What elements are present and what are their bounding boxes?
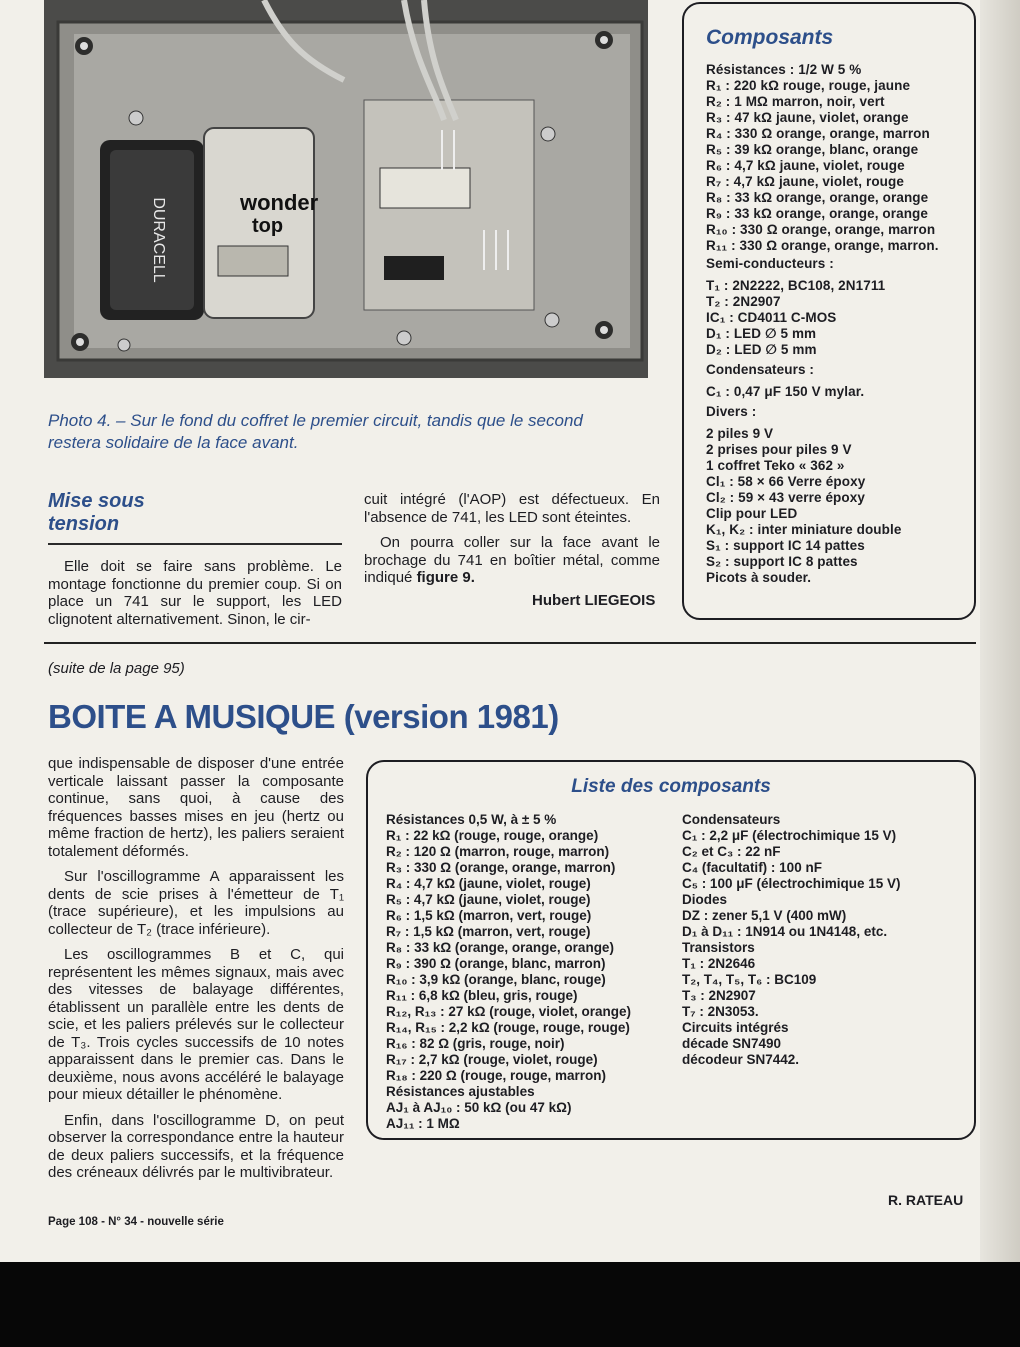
parts-list-line: T₂, T₄, T₅, T₆ : BC109 <box>682 972 817 987</box>
component-line: R₈ : 33 kΩ orange, orange, orange <box>706 190 929 205</box>
parts-list-line: Résistances 0,5 W, à ± 5 % <box>386 812 557 827</box>
parts-list-left-column <box>386 812 631 1132</box>
component-line: Cl₂ : 59 × 43 verre époxy <box>706 490 865 505</box>
parts-list-line: R₆ : 1,5 kΩ (marron, vert, rouge) <box>386 908 592 923</box>
component-line: 2 prises pour piles 9 V <box>706 442 852 457</box>
article-title: BOITE A MUSIQUE (version 1981) <box>48 698 559 735</box>
parts-list-line: DZ : zener 5,1 V (400 mW) <box>682 908 847 923</box>
components-capacitors <box>706 384 974 400</box>
component-line: Résistances : 1/2 W 5 % <box>706 62 862 77</box>
article-paragraph: que indispensable de disposer d'une entrée verticale laissant passer la composante continue, sans quoi, à cause des fréquences basses mises en jeu (hertz ou même fraction de hertz), les paliers seraient totalement déformés. <box>48 755 344 860</box>
photo-caption: Photo 4. – Sur le fond du coffret le premier circuit, tandis que le second restera solidaire de la face avant. <box>48 411 583 452</box>
section-paragraph-continued: cuit intégré (l'AOP) est défectueux. En l'absence de 741, les LED sont éteintes. <box>364 491 660 526</box>
parts-list-line: D₁ à D₁₁ : 1N914 ou 1N4148, etc. <box>682 924 888 939</box>
parts-list-line: R₁₆ : 82 Ω (gris, rouge, noir) <box>386 1036 565 1051</box>
component-line: D₂ : LED ∅ 5 mm <box>706 342 817 357</box>
parts-list-line: R₈ : 33 kΩ (orange, orange, orange) <box>386 940 614 955</box>
battery-top-label: top <box>252 215 284 237</box>
parts-list-line: Circuits intégrés <box>682 1020 789 1035</box>
section-title: Mise sous tension <box>48 490 145 535</box>
components-box <box>682 2 976 620</box>
article-paragraph: Les oscillogrammes B et C, qui représentent les mêmes signaux, mais avec des vitesses de balayage différentes, établissent un parallèle entre les dents de scie, et les paliers prélevés sur le collecteur de T₃. Trois cycles successifs de 10 notes apparaissent dans le premier cas. Dans le deuxième, nous avons accéléré le balayage pour mieux détailler le phénomène. <box>48 946 344 1103</box>
section-rule <box>48 543 342 545</box>
author-name-2: R. RATEAU <box>888 1192 964 1208</box>
components-misc <box>706 426 974 586</box>
parts-list-line: R₁₁ : 6,8 kΩ (bleu, gris, rouge) <box>386 988 578 1003</box>
component-line: C₁ : 0,47 μF 150 V mylar. <box>706 384 865 399</box>
section-left-column <box>48 558 342 636</box>
components-semiconductors <box>706 278 974 358</box>
capacitors-heading: Condensateurs : <box>706 362 815 377</box>
scan-border <box>0 1262 1020 1347</box>
component-line: S₂ : support IC 8 pattes <box>706 554 858 569</box>
parts-list-line: Diodes <box>682 892 728 907</box>
parts-list-line: R₉ : 390 Ω (orange, blanc, marron) <box>386 956 606 971</box>
parts-list-line: T₁ : 2N2646 <box>682 956 756 971</box>
components-resistors <box>706 62 974 254</box>
parts-list-line: R₁₇ : 2,7 kΩ (rouge, violet, rouge) <box>386 1052 598 1067</box>
parts-list-box <box>366 760 976 1140</box>
circuit-photo-illustration <box>44 0 648 378</box>
parts-list-line: C₅ : 100 μF (électrochimique 15 V) <box>682 876 901 891</box>
page-footer: Page 108 - N° 34 - nouvelle série <box>48 1216 224 1228</box>
parts-list-line: AJ₁₁ : 1 MΩ <box>386 1116 460 1131</box>
battery-duracell-label: DURACELL <box>150 197 167 283</box>
figure-reference: figure 9. <box>416 569 475 586</box>
component-line: R₁₁ : 330 Ω orange, orange, marron. <box>706 238 939 253</box>
parts-list-line: AJ₁ à AJ₁₀ : 50 kΩ (ou 47 kΩ) <box>386 1100 572 1115</box>
parts-list-line: décodeur SN7442. <box>682 1052 800 1067</box>
component-line: S₁ : support IC 14 pattes <box>706 538 865 553</box>
parts-list-line: C₄ (facultatif) : 100 nF <box>682 860 822 875</box>
component-line: R₁₀ : 330 Ω orange, orange, marron <box>706 222 936 237</box>
parts-list-line: R₁ : 22 kΩ (rouge, rouge, orange) <box>386 828 599 843</box>
component-line: Cl₁ : 58 × 66 Verre époxy <box>706 474 866 489</box>
parts-list-line: décade SN7490 <box>682 1036 782 1051</box>
section-middle-column <box>364 491 660 595</box>
parts-list-line: R₁₄, R₁₅ : 2,2 kΩ (rouge, rouge, rouge) <box>386 1020 630 1035</box>
parts-list-line: Condensateurs <box>682 812 781 827</box>
page-edge <box>980 0 1020 1262</box>
component-line: R₂ : 1 MΩ marron, noir, vert <box>706 94 885 109</box>
components-title: Composants <box>706 26 834 49</box>
section-paragraph-2 <box>364 534 660 587</box>
component-line: IC₁ : CD4011 C-MOS <box>706 310 837 325</box>
battery-wonder-label: wonder <box>240 190 319 215</box>
component-line: Clip pour LED <box>706 506 798 521</box>
semiconductors-heading: Semi-conducteurs : <box>706 256 834 271</box>
component-line: 1 coffret Teko « 362 » <box>706 458 845 473</box>
parts-list-line: C₁ : 2,2 μF (électrochimique 15 V) <box>682 828 897 843</box>
parts-list-line: R₁₀ : 3,9 kΩ (orange, blanc, rouge) <box>386 972 606 987</box>
component-line: T₁ : 2N2222, BC108, 2N1711 <box>706 278 886 293</box>
parts-list-line: R₂ : 120 Ω (marron, rouge, marron) <box>386 844 610 859</box>
parts-list-title: Liste des composants <box>571 776 771 797</box>
component-line: R₆ : 4,7 kΩ jaune, violet, rouge <box>706 158 905 173</box>
misc-heading: Divers : <box>706 404 757 419</box>
article-column <box>48 755 344 1190</box>
parts-list-line: R₅ : 4,7 kΩ (jaune, violet, rouge) <box>386 892 591 907</box>
component-line: K₁, K₂ : inter miniature double <box>706 522 902 537</box>
parts-list-line: T₇ : 2N3053. <box>682 1004 759 1019</box>
component-line: D₁ : LED ∅ 5 mm <box>706 326 817 341</box>
parts-list-line: Transistors <box>682 940 755 955</box>
continued-from-note: (suite de la page 95) <box>48 660 185 677</box>
parts-list-line: R₁₂, R₁₃ : 27 kΩ (rouge, violet, orange) <box>386 1004 632 1019</box>
component-line: R₄ : 330 Ω orange, orange, marron <box>706 126 930 141</box>
parts-list-line: C₂ et C₃ : 22 nF <box>682 844 781 859</box>
component-line: 2 piles 9 V <box>706 426 774 441</box>
component-line: Picots à souder. <box>706 570 812 585</box>
component-line: T₂ : 2N2907 <box>706 294 781 309</box>
parts-list-line: T₃ : 2N2907 <box>682 988 756 1003</box>
section-paragraph: Elle doit se faire sans problème. Le montage fonctionne du premier coup. Si on place un 741 sur le support, les LED clignotent alternativement. Sinon, le cir- <box>48 558 342 628</box>
parts-list-right-column <box>682 812 901 1068</box>
paragraph-text: On pourra coller sur la face avant le brochage du 741 en boîtier métal, comme indiqué <box>364 534 660 586</box>
article-separator <box>44 642 976 644</box>
component-line: R₅ : 39 kΩ orange, blanc, orange <box>706 142 919 157</box>
photo-4 <box>44 0 648 378</box>
parts-list-line: R₇ : 1,5 kΩ (marron, vert, rouge) <box>386 924 591 939</box>
parts-list-line: R₁₈ : 220 Ω (rouge, rouge, marron) <box>386 1068 607 1083</box>
article-paragraph: Sur l'oscillogramme A apparaissent les dents de scie prises à l'émetteur de T₁ (trace supérieure), et les impulsions au collecteur de T₂ (trace inférieure). <box>48 868 344 938</box>
component-line: R₃ : 47 kΩ jaune, violet, orange <box>706 110 909 125</box>
component-line: R₁ : 220 kΩ rouge, rouge, jaune <box>706 78 911 93</box>
component-line: R₉ : 33 kΩ orange, orange, orange <box>706 206 929 221</box>
parts-list-line: R₄ : 4,7 kΩ (jaune, violet, rouge) <box>386 876 591 891</box>
parts-list-line: Résistances ajustables <box>386 1084 535 1099</box>
article-paragraph: Enfin, dans l'oscillogramme D, on peut observer la correspondance entre la hauteur de deux paliers successifs, et la fréquence des créneaux délivrés par le multivibrateur. <box>48 1111 344 1181</box>
component-line: R₇ : 4,7 kΩ jaune, violet, rouge <box>706 174 904 189</box>
author-name: Hubert LIEGEOIS <box>532 592 656 609</box>
parts-list-line: R₃ : 330 Ω (orange, orange, marron) <box>386 860 616 875</box>
